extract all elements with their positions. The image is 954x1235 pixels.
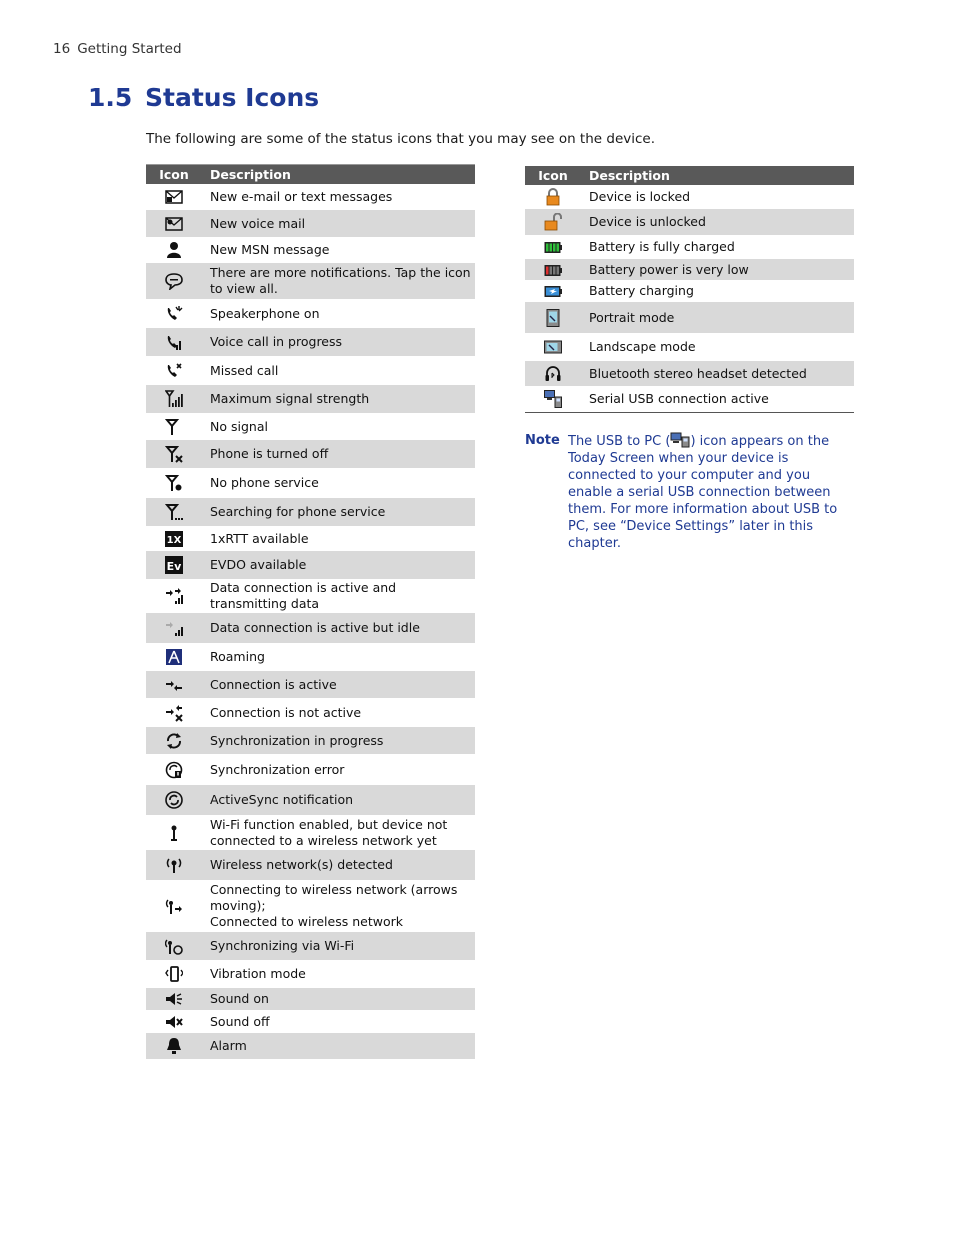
icon-cell xyxy=(146,413,202,440)
note-body xyxy=(568,432,857,552)
icon-cell xyxy=(146,671,202,698)
description-cell: Voice call in progress xyxy=(202,328,475,356)
table-header xyxy=(146,165,475,185)
description-cell: Synchronization error xyxy=(210,761,345,777)
icon-cell xyxy=(146,815,202,850)
table-row xyxy=(146,988,475,1010)
description-cell: Sound on xyxy=(202,988,475,1010)
table-row xyxy=(146,1010,475,1033)
description-cell: Battery is fully charged xyxy=(589,239,735,254)
section-name: Getting Started xyxy=(77,41,182,57)
description-cell: Connecting to wireless network (arrows moving); Connected to wireless network xyxy=(210,882,458,929)
description-cell: Serial USB connection active xyxy=(589,390,769,406)
table-row xyxy=(146,385,475,413)
icon-cell xyxy=(146,579,202,613)
table-row xyxy=(146,643,475,671)
note-text-after: ) icon appears on the Today Screen when your device is connected to your computer and you enable a serial USB connection between them. For more information about USB to PC, see “Device Settings” later in this chapter. xyxy=(568,434,838,551)
sound-on-icon xyxy=(165,990,183,1008)
sync-error-icon xyxy=(165,761,183,779)
icon-cell xyxy=(146,880,202,932)
no-signal-icon xyxy=(165,418,183,436)
icon-cell xyxy=(146,210,202,237)
table-row xyxy=(146,498,475,526)
table-row xyxy=(525,259,854,280)
table-row xyxy=(146,671,475,698)
icon-cell xyxy=(525,361,581,386)
sound-off-icon xyxy=(165,1013,183,1031)
note-text-before: The USB to PC ( xyxy=(568,434,671,449)
portrait-icon xyxy=(544,309,562,327)
voice-call-icon xyxy=(165,333,183,351)
icon-cell xyxy=(525,185,581,209)
activesync-icon xyxy=(165,791,183,809)
signal-max-icon xyxy=(165,390,183,408)
table-row xyxy=(146,413,475,440)
icon-cell xyxy=(525,386,581,412)
icon-cell xyxy=(146,468,202,498)
intro-text: The following are some of the status icons that you may see on the device. xyxy=(146,131,656,147)
description-cell: Data connection is active but idle xyxy=(202,613,475,643)
table-row xyxy=(525,333,854,361)
description-cell: Synchronizing via Wi-Fi xyxy=(202,932,475,960)
email-icon xyxy=(165,188,183,206)
icon-cell xyxy=(146,613,202,643)
description-cell: Data connection is active and transmitting data xyxy=(210,580,397,611)
icon-cell xyxy=(146,932,202,960)
searching-service-icon xyxy=(165,503,183,521)
icon-cell xyxy=(146,184,202,210)
icon-cell xyxy=(146,385,202,413)
icon-cell xyxy=(525,235,581,259)
table-row xyxy=(146,880,475,932)
table-row xyxy=(525,361,854,386)
description-cell: EVDO available xyxy=(202,551,475,579)
description-cell: Roaming xyxy=(210,649,265,664)
icon-cell xyxy=(146,526,202,551)
icon-cell xyxy=(146,299,202,328)
description-cell: Wireless network(s) detected xyxy=(202,850,475,880)
notification-bubble-icon xyxy=(165,272,183,290)
data-transmit-icon xyxy=(165,587,183,605)
description-cell: New voice mail xyxy=(202,210,475,237)
description-cell: Phone is turned off xyxy=(202,440,475,468)
icon-cell xyxy=(146,263,202,299)
description-cell: Portrait mode xyxy=(581,302,854,333)
description-cell: Battery charging xyxy=(589,283,694,298)
icon-cell xyxy=(146,698,202,727)
table-row xyxy=(146,328,475,356)
table-row xyxy=(525,302,854,333)
note-label: Note xyxy=(525,433,560,448)
table-row xyxy=(146,613,475,643)
bt-headset-icon xyxy=(544,365,562,383)
table-row xyxy=(146,184,475,210)
table-header xyxy=(525,166,854,185)
unlocked-icon xyxy=(544,213,562,231)
1xrtt-icon xyxy=(165,530,183,548)
voicemail-icon xyxy=(165,215,183,233)
wireless-detected-icon xyxy=(165,856,183,874)
serial-usb-icon xyxy=(544,390,562,408)
icon-cell xyxy=(146,551,202,579)
description-cell: Wi-Fi function enabled, but device not connected to a wireless network yet xyxy=(210,816,448,848)
table-row xyxy=(146,785,475,815)
description-cell: Speakerphone on xyxy=(210,305,320,321)
description-cell: New e-mail or text messages xyxy=(210,189,393,204)
connection-active-icon xyxy=(165,676,183,694)
icon-cell xyxy=(146,643,202,671)
description-cell: Maximum signal strength xyxy=(202,385,475,413)
table-row xyxy=(146,932,475,960)
description-cell: Bluetooth stereo headset detected xyxy=(581,361,854,386)
description-cell: Vibration mode xyxy=(210,966,306,981)
alarm-icon xyxy=(165,1037,183,1055)
running-head xyxy=(53,41,182,57)
table-row xyxy=(525,280,854,302)
battery-full-icon xyxy=(544,238,562,256)
description-cell: No phone service xyxy=(210,475,319,490)
speakerphone-icon xyxy=(165,305,183,323)
table-row xyxy=(146,210,475,237)
svg-text:1X: 1X xyxy=(166,534,182,546)
description-cell: Battery power is very low xyxy=(581,259,854,280)
description-cell: Synchronization in progress xyxy=(202,727,475,754)
description-cell: ActiveSync notification xyxy=(202,785,475,815)
sync-progress-icon xyxy=(165,732,183,750)
icon-cell xyxy=(146,356,202,385)
icon-cell xyxy=(146,328,202,356)
table-row xyxy=(146,960,475,988)
description-cell: Alarm xyxy=(202,1033,475,1059)
icon-cell xyxy=(146,785,202,815)
section-title: Status Icons xyxy=(145,83,320,112)
icon-cell xyxy=(146,1033,202,1059)
table-row xyxy=(146,850,475,880)
description-cell: Connection is active xyxy=(202,671,475,698)
description-cell: 1xRTT available xyxy=(210,530,309,546)
description-cell: New MSN message xyxy=(210,242,330,257)
description-cell: Landscape mode xyxy=(589,339,696,354)
no-service-icon xyxy=(165,474,183,492)
description-cell: There are more notifications. Tap the icon to view all. xyxy=(202,263,475,299)
description-cell: Connection is not active xyxy=(210,704,362,720)
column-header-description: Description xyxy=(202,165,475,185)
column-header-description: Description xyxy=(581,166,854,185)
icon-cell xyxy=(525,302,581,333)
description-cell: Device is unlocked xyxy=(581,209,854,235)
icon-cell xyxy=(146,988,202,1010)
wifi-sync-icon xyxy=(165,937,183,955)
icon-cell xyxy=(146,440,202,468)
page-title xyxy=(88,83,319,112)
data-idle-icon xyxy=(165,619,183,637)
status-icons-table-right xyxy=(525,166,854,413)
status-icons-table-left xyxy=(146,164,475,1059)
icon-cell xyxy=(525,333,581,361)
table-row xyxy=(146,237,475,263)
table-row xyxy=(146,263,475,299)
table-row xyxy=(146,579,475,613)
description-cell: Missed call xyxy=(210,362,279,378)
roaming-icon xyxy=(165,648,183,666)
battery-charging-icon xyxy=(544,282,562,300)
icon-cell xyxy=(525,209,581,235)
usb-to-pc-icon xyxy=(670,432,690,448)
landscape-icon xyxy=(544,338,562,356)
table-row xyxy=(146,299,475,328)
phone-off-icon xyxy=(165,445,183,463)
table-row xyxy=(146,727,475,754)
icon-cell xyxy=(146,1010,202,1033)
description-cell: Device is locked xyxy=(589,189,691,204)
table-row xyxy=(146,526,475,551)
table-row xyxy=(146,1033,475,1059)
table-row xyxy=(525,386,854,412)
battery-low-icon xyxy=(544,261,562,279)
description-cell: Searching for phone service xyxy=(202,498,475,526)
icon-cell xyxy=(146,498,202,526)
table-row xyxy=(146,440,475,468)
table-row xyxy=(146,468,475,498)
page-number: 16 xyxy=(53,41,71,57)
wifi-enabled-icon xyxy=(165,824,183,842)
icon-cell xyxy=(525,259,581,280)
table-row xyxy=(525,235,854,259)
icon-cell xyxy=(146,850,202,880)
table-row xyxy=(146,698,475,727)
icon-cell xyxy=(146,960,202,988)
table-row xyxy=(146,754,475,785)
column-header-icon: Icon xyxy=(146,165,202,185)
note-box xyxy=(525,432,857,552)
locked-icon xyxy=(544,188,562,206)
svg-text:Ev: Ev xyxy=(166,560,182,573)
table-row xyxy=(525,185,854,209)
table-row xyxy=(146,356,475,385)
vibration-icon xyxy=(165,965,183,983)
section-number: 1.5 xyxy=(88,83,133,112)
table-row xyxy=(146,815,475,850)
description-cell: Sound off xyxy=(210,1013,270,1029)
icon-cell xyxy=(146,237,202,263)
column-header-icon: Icon xyxy=(525,166,581,185)
table-row xyxy=(146,551,475,579)
icon-cell xyxy=(525,280,581,302)
msn-person-icon xyxy=(165,241,183,259)
table-row xyxy=(525,209,854,235)
missed-call-icon xyxy=(165,362,183,380)
icon-cell xyxy=(146,754,202,785)
wireless-connecting-icon xyxy=(165,897,183,915)
description-cell: No signal xyxy=(210,418,268,434)
icon-cell xyxy=(146,727,202,754)
evdo-icon xyxy=(165,556,183,574)
connection-inactive-icon xyxy=(165,704,183,722)
